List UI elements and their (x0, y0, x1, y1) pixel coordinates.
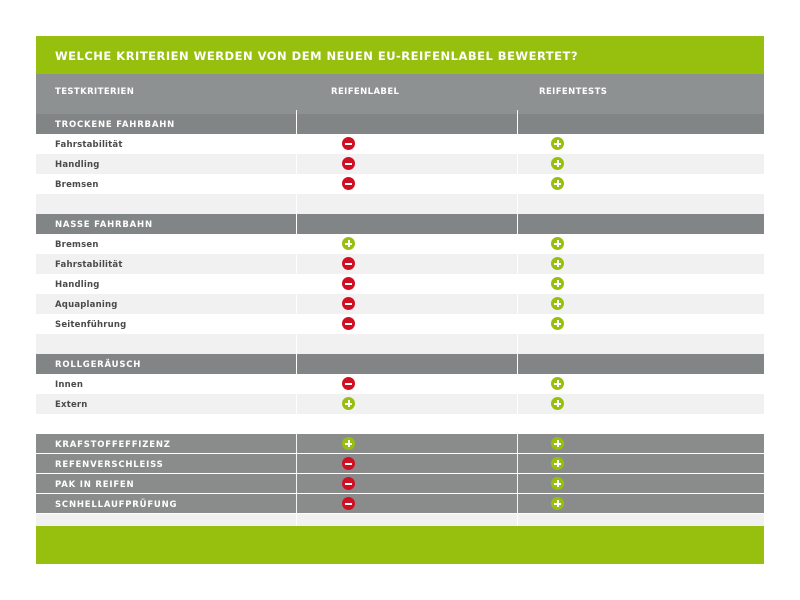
plus-circle-icon (551, 137, 564, 150)
plus-circle-icon (551, 477, 564, 490)
section-label: NASSE FAHRBAHN (55, 220, 153, 230)
spacer-row (36, 514, 764, 526)
column-divider (517, 110, 518, 526)
section-row (36, 354, 764, 374)
criterion-label: Bremsen (55, 180, 99, 190)
minus-circle-icon (342, 497, 355, 510)
minus-circle-icon (342, 317, 355, 330)
plus-circle-icon (551, 237, 564, 250)
minus-circle-icon (342, 157, 355, 170)
table-row (36, 274, 764, 294)
summary-row (36, 474, 764, 494)
minus-circle-icon (342, 257, 355, 270)
minus-circle-icon (342, 297, 355, 310)
footer-bar (36, 526, 764, 564)
plus-circle-icon (342, 397, 355, 410)
criterion-label: Handling (55, 160, 100, 170)
spacer-row (36, 194, 764, 214)
spacer-row (36, 334, 764, 354)
table-row (36, 254, 764, 274)
section-label: ROLLGERÄUSCH (55, 360, 142, 370)
table-row (36, 314, 764, 334)
plus-circle-icon (551, 157, 564, 170)
plus-circle-icon (342, 237, 355, 250)
criterion-label: Bremsen (55, 240, 99, 250)
table-row (36, 234, 764, 254)
plus-circle-icon (551, 277, 564, 290)
table-row (36, 174, 764, 194)
plus-circle-icon (551, 457, 564, 470)
plus-circle-icon (551, 497, 564, 510)
plus-circle-icon (551, 397, 564, 410)
column-header-testkriterien: TESTKRITERIEN (55, 87, 135, 97)
table-row (36, 154, 764, 174)
section-label: SCNHELLAUFPRÜFUNG (55, 500, 178, 510)
minus-circle-icon (342, 277, 355, 290)
criterion-label: Innen (55, 380, 84, 390)
column-header-reifentests: REIFENTESTS (539, 87, 608, 97)
title-bar (36, 36, 764, 74)
plus-circle-icon (551, 177, 564, 190)
criterion-label: Aquaplaning (55, 300, 118, 310)
table-row (36, 394, 764, 414)
minus-circle-icon (342, 177, 355, 190)
section-label: TROCKENE FAHRBAHN (55, 120, 176, 130)
plus-circle-icon (551, 437, 564, 450)
column-header-reifenlabel: REIFENLABEL (331, 87, 400, 97)
criterion-label: Handling (55, 280, 100, 290)
plus-circle-icon (342, 437, 355, 450)
section-label: REFENVERSCHLEISS (55, 460, 164, 470)
table-row (36, 374, 764, 394)
column-divider (296, 110, 297, 526)
minus-circle-icon (342, 377, 355, 390)
plus-circle-icon (551, 377, 564, 390)
criterion-label: Fahrstabilität (55, 140, 123, 150)
plus-circle-icon (551, 257, 564, 270)
table-row (36, 294, 764, 314)
plus-circle-icon (551, 317, 564, 330)
comparison-table (36, 36, 764, 564)
minus-circle-icon (342, 137, 355, 150)
plus-circle-icon (551, 297, 564, 310)
spacer-row (36, 414, 764, 434)
section-label: KRAFSTOFFEFFIZENZ (55, 440, 171, 450)
minus-circle-icon (342, 477, 355, 490)
criterion-label: Extern (55, 400, 88, 410)
table-row (36, 134, 764, 154)
minus-circle-icon (342, 457, 355, 470)
page-title: WELCHE KRITERIEN WERDEN VON DEM NEUEN EU-REIFENLABEL BEWERTET? (55, 49, 579, 63)
section-label: PAK IN REIFEN (55, 480, 135, 490)
criterion-label: Seitenführung (55, 320, 127, 330)
criterion-label: Fahrstabilität (55, 260, 123, 270)
